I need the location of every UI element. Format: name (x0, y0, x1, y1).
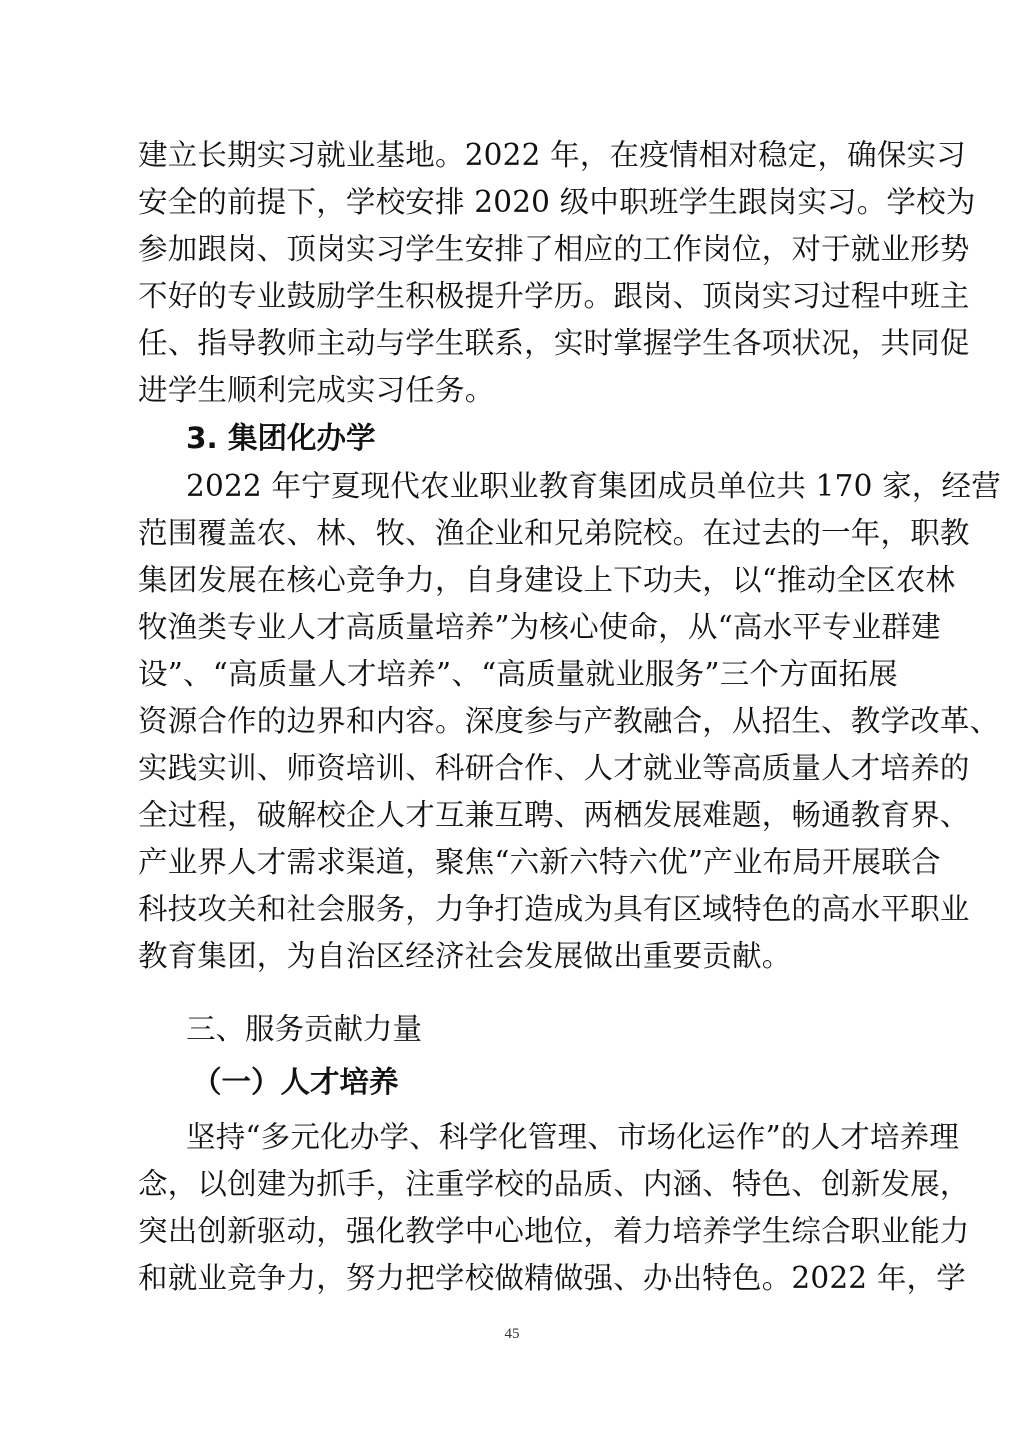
paragraph-line: 安全的前提下，学校安排 2020 级中职班学生跟岗实习。学校为 (138, 185, 976, 219)
paragraph-line: 坚持“多元化办学、科学化管理、市场化运作”的人才培养理 (186, 1120, 960, 1154)
paragraph-line: 范围覆盖农、林、牧、渔企业和兄弟院校。在过去的一年，职教 (138, 516, 970, 550)
paragraph-line: 进学生顺利完成实习任务。 (138, 373, 495, 407)
paragraph-line: 突出创新驱动，强化教学中心地位，着力培养学生综合职业能力 (138, 1214, 970, 1248)
paragraph-line: 建立长期实习就业基地。2022 年，在疫情相对稳定，确保实习 (138, 138, 966, 172)
paragraph-line: 参加跟岗、顶岗实习学生安排了相应的工作岗位，对于就业形势 (138, 232, 970, 266)
paragraph-line: 和就业竞争力，努力把学校做精做强、办出特色。2022 年，学 (138, 1261, 966, 1295)
subsection-heading: （一）人才培养 (192, 1064, 399, 1099)
paragraph-line: 科技攻关和社会服务，力争打造成为具有区域特色的高水平职业 (138, 892, 970, 926)
paragraph-line: 全过程，破解校企人才互兼互聘、两栖发展难题，畅通教育界、 (138, 798, 970, 832)
paragraph-line: 设”、“高质量人才培养”、“高质量就业服务”三个方面拓展 (138, 657, 898, 691)
section-heading: 三、服务贡献力量 (186, 1012, 423, 1046)
paragraph-line: 教育集团，为自治区经济社会发展做出重要贡献。 (138, 939, 792, 973)
paragraph-line: 任、指导教师主动与学生联系，实时掌握学生各项状况，共同促 (138, 326, 970, 360)
paragraph-line: 念，以创建为抓手，注重学校的品质、内涵、特色、创新发展， (138, 1167, 970, 1201)
paragraph-line: 不好的专业鼓励学生积极提升学历。跟岗、顶岗实习过程中班主 (138, 279, 970, 313)
paragraph-line: 集团发展在核心竞争力，自身建设上下功夫，以“推动全区农林 (138, 563, 956, 597)
paragraph-line: 2022 年宁夏现代农业职业教育集团成员单位共 170 家，经营 (186, 469, 1001, 503)
paragraph-line: 产业界人才需求渠道，聚焦“六新六特六优”产业布局开展联合 (138, 845, 941, 879)
page-number: 45 (504, 1326, 520, 1342)
paragraph-line: 牧渔类专业人才高质量培养”为核心使命，从“高水平专业群建 (138, 610, 941, 644)
section-subheading: 3. 集团化办学 (186, 421, 376, 455)
paragraph-line: 实践实训、师资培训、科研合作、人才就业等高质量人才培养的 (138, 751, 970, 785)
paragraph-line: 资源合作的边界和内容。深度参与产教融合，从招生、教学改革、 (138, 704, 1000, 738)
